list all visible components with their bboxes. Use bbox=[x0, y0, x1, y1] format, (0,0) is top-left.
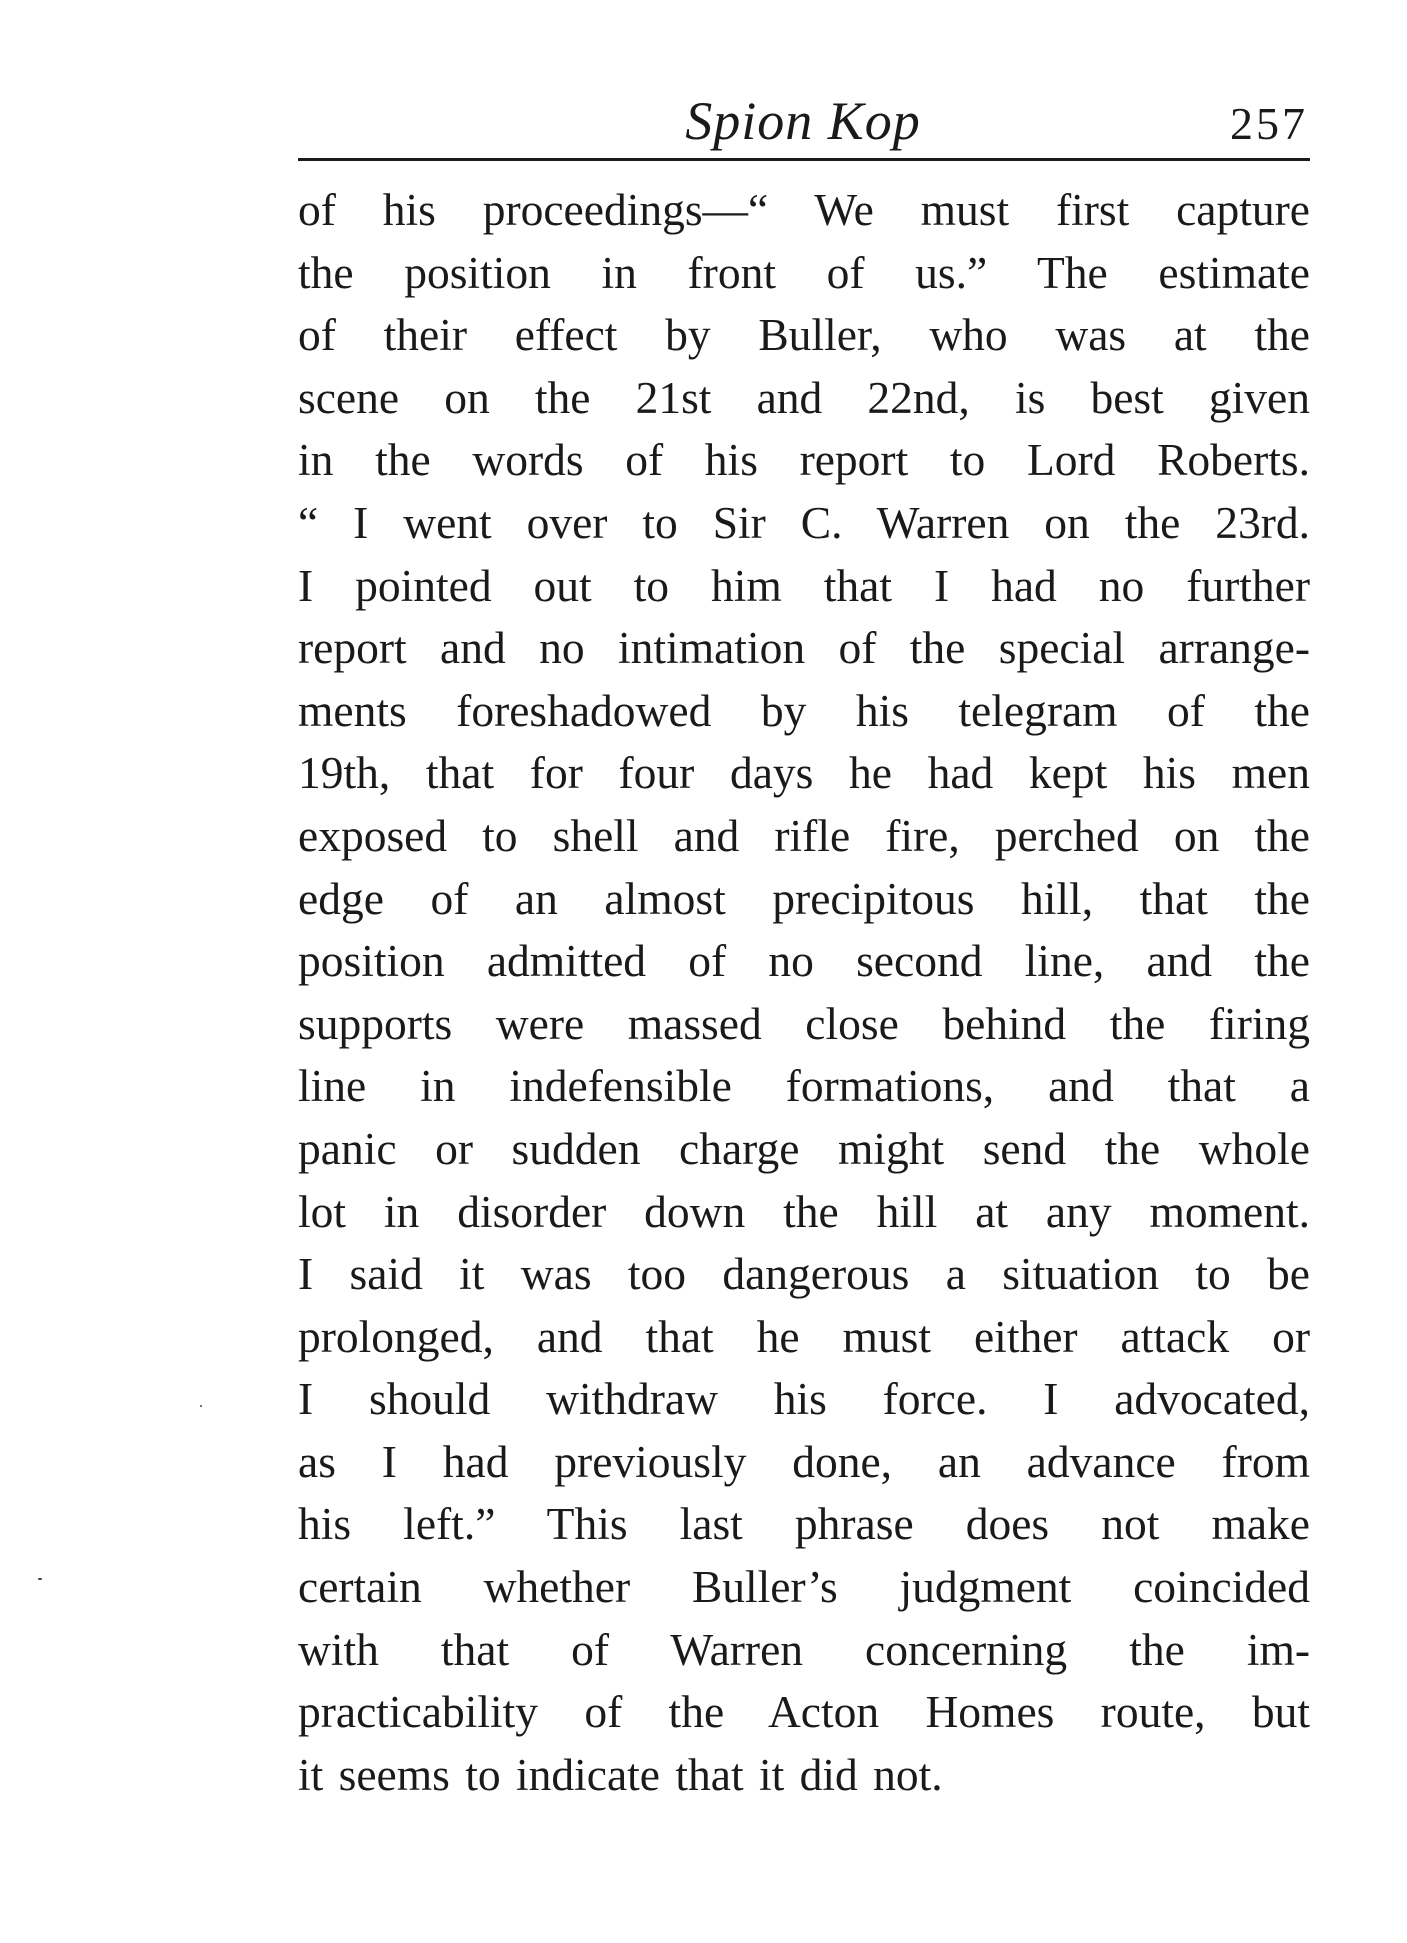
text-line: with that of Warren concerning the im- bbox=[298, 1623, 1310, 1675]
running-head bbox=[298, 86, 1308, 156]
text-line: I should withdraw his force. I advocated, bbox=[298, 1373, 1310, 1425]
text-line: certain whether Buller’s judgment coincided bbox=[298, 1561, 1310, 1613]
text-line: position admitted of no second line, and the bbox=[298, 935, 1310, 987]
header-rule bbox=[298, 158, 1310, 161]
text-line: in the words of his report to Lord Roberts. bbox=[298, 434, 1310, 486]
text-line: scene on the 21st and 22nd, is best given bbox=[298, 371, 1310, 423]
text-line: line in indefensible formations, and that a bbox=[298, 1060, 1310, 1112]
scan-speck bbox=[200, 1405, 202, 1407]
text-line: “ I went over to Sir C. Warren on the 23rd. bbox=[298, 496, 1310, 548]
text-line: panic or sudden charge might send the whole bbox=[298, 1122, 1310, 1174]
body-paragraph bbox=[298, 179, 1310, 1806]
text-line: practicability of the Acton Homes route, but bbox=[298, 1686, 1310, 1738]
text-line: edge of an almost precipitous hill, that the bbox=[298, 872, 1310, 924]
running-title: Spion Kop bbox=[685, 91, 921, 151]
text-line: 19th, that for four days he had kept his men bbox=[298, 747, 1310, 799]
text-line: of his proceedings—“ We must first capture bbox=[298, 184, 1310, 235]
text-line: I said it was too dangerous a situation to be bbox=[298, 1248, 1310, 1300]
scan-speck bbox=[38, 1578, 42, 1580]
text-line: prolonged, and that he must either attack or bbox=[298, 1310, 1310, 1362]
text-line: ments foreshadowed by his telegram of the bbox=[298, 684, 1310, 736]
text-line: as I had previously done, an advance from bbox=[298, 1435, 1310, 1487]
text-line: I pointed out to him that I had no further bbox=[298, 559, 1310, 611]
text-line: supports were massed close behind the firing bbox=[298, 997, 1310, 1049]
text-line: of their effect by Buller, who was at the bbox=[298, 309, 1310, 361]
text-line: his left.” This last phrase does not make bbox=[298, 1498, 1310, 1550]
page-number: 257 bbox=[1230, 98, 1308, 149]
text-line: the position in front of us.” The estimate bbox=[298, 246, 1310, 298]
text-line: report and no intimation of the special arrange- bbox=[298, 622, 1310, 674]
text-line: lot in disorder down the hill at any moment. bbox=[298, 1185, 1310, 1237]
text-line: it seems to indicate that it did not. bbox=[298, 1748, 943, 1800]
text-line: exposed to shell and rifle fire, perched on the bbox=[298, 809, 1310, 861]
